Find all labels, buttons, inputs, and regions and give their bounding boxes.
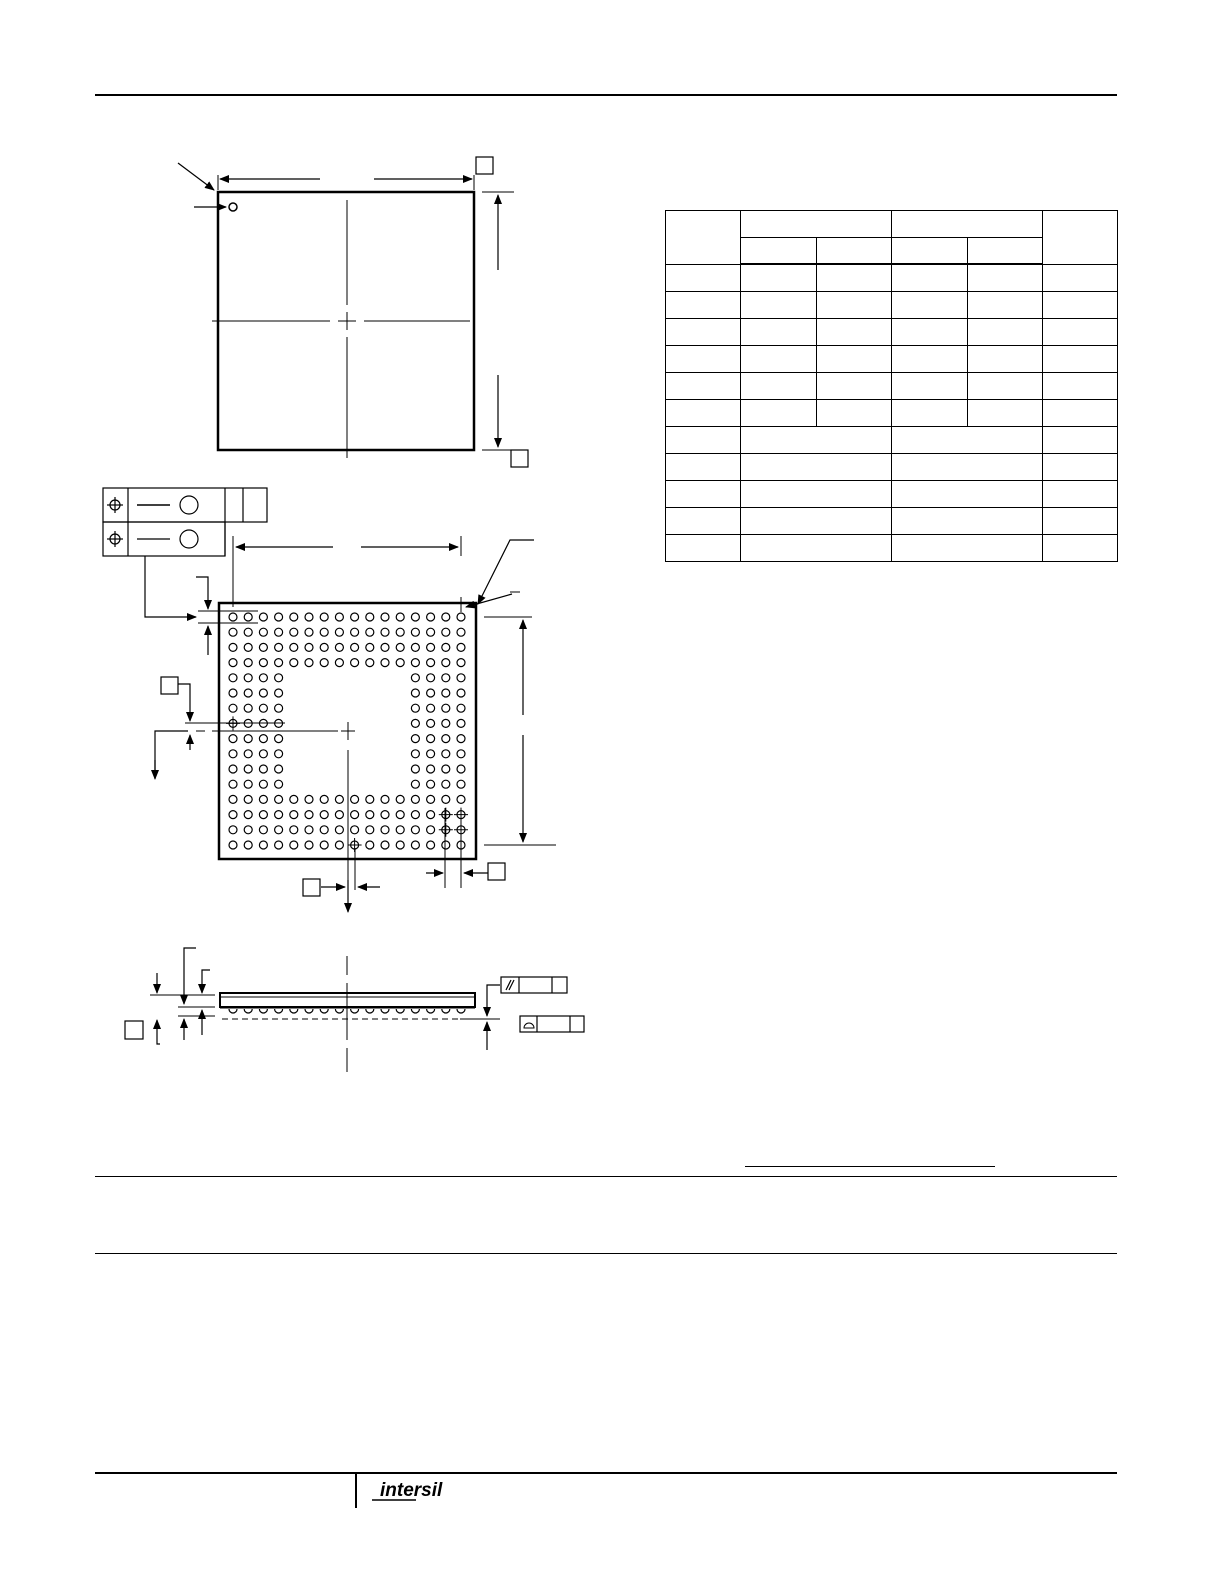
solder-ball [442, 735, 450, 743]
solder-ball [229, 765, 237, 773]
solder-ball [427, 719, 435, 727]
solder-ball [305, 613, 313, 621]
solder-ball [442, 643, 450, 651]
solder-ball [335, 643, 343, 651]
tolerance-frame [103, 488, 267, 617]
solder-ball [411, 613, 419, 621]
table-row [666, 400, 1118, 427]
solder-ball [442, 841, 450, 849]
position-icon [107, 531, 123, 547]
solder-ball [244, 795, 252, 803]
solder-ball [427, 826, 435, 834]
solder-ball [335, 659, 343, 667]
solder-ball [457, 704, 465, 712]
solder-ball [427, 659, 435, 667]
solder-ball [351, 628, 359, 636]
solder-ball [381, 841, 389, 849]
solder-ball [244, 643, 252, 651]
solder-ball [427, 735, 435, 743]
solder-ball [229, 704, 237, 712]
solder-ball [335, 826, 343, 834]
solder-ball [411, 750, 419, 758]
solder-ball [259, 811, 267, 819]
solder-ball [244, 674, 252, 682]
solder-ball [411, 704, 419, 712]
solder-ball [427, 750, 435, 758]
solder-ball [351, 795, 359, 803]
solder-ball [259, 765, 267, 773]
solder-ball [442, 689, 450, 697]
table-row [666, 319, 1118, 346]
side-solder-ball [396, 1009, 404, 1013]
solder-ball [320, 659, 328, 667]
table-row [666, 508, 1118, 535]
solder-ball [396, 659, 404, 667]
solder-ball [411, 811, 419, 819]
solder-ball [244, 811, 252, 819]
side-solder-ball [442, 1009, 450, 1013]
datum-box [511, 450, 528, 467]
bottom-view [155, 536, 556, 912]
solder-ball [411, 719, 419, 727]
solder-ball [457, 795, 465, 803]
solder-ball [411, 765, 419, 773]
table-row [666, 454, 1118, 481]
table-row [666, 373, 1118, 400]
solder-ball [366, 613, 374, 621]
solder-ball [442, 704, 450, 712]
table-row [666, 427, 1118, 454]
solder-ball [396, 826, 404, 834]
solder-ball [396, 628, 404, 636]
solder-ball [275, 780, 283, 788]
side-solder-ball [457, 1009, 465, 1013]
solder-ball [259, 704, 267, 712]
solder-ball [320, 795, 328, 803]
solder-ball [305, 826, 313, 834]
solder-ball [427, 613, 435, 621]
solder-ball [229, 795, 237, 803]
solder-ball [229, 826, 237, 834]
solder-ball [396, 643, 404, 651]
solder-ball [229, 811, 237, 819]
solder-ball [244, 628, 252, 636]
solder-ball [275, 689, 283, 697]
solder-ball [259, 628, 267, 636]
solder-ball [366, 826, 374, 834]
solder-ball [275, 826, 283, 834]
table-row [666, 481, 1118, 508]
pin1-circle [229, 203, 237, 211]
table-header-cell [968, 238, 1043, 265]
datum-box [488, 863, 505, 880]
table-header-cell [1043, 211, 1118, 265]
side-solder-ball [381, 1009, 389, 1013]
solder-ball [275, 811, 283, 819]
side-solder-ball [259, 1009, 267, 1013]
solder-ball [457, 643, 465, 651]
solder-ball [275, 841, 283, 849]
solder-ball [259, 841, 267, 849]
side-solder-ball [244, 1009, 252, 1013]
solder-ball [366, 643, 374, 651]
solder-ball [366, 628, 374, 636]
profile-frame [520, 1016, 584, 1032]
table-row [666, 264, 1118, 292]
diameter-circle [180, 530, 198, 548]
solder-ball [320, 811, 328, 819]
solder-ball [290, 811, 298, 819]
solder-ball [366, 659, 374, 667]
solder-ball [320, 628, 328, 636]
solder-ball [442, 613, 450, 621]
solder-ball [351, 643, 359, 651]
solder-ball [275, 674, 283, 682]
solder-ball [305, 811, 313, 819]
solder-ball [244, 841, 252, 849]
solder-ball [411, 780, 419, 788]
profile-icon [524, 1023, 534, 1028]
solder-ball [229, 780, 237, 788]
solder-ball [457, 719, 465, 727]
solder-ball [259, 750, 267, 758]
solder-ball [351, 811, 359, 819]
solder-ball [305, 795, 313, 803]
table-row [666, 346, 1118, 373]
solder-ball [290, 613, 298, 621]
solder-ball [244, 780, 252, 788]
solder-ball [427, 765, 435, 773]
table-header-cell [741, 238, 817, 265]
solder-ball [244, 826, 252, 834]
solder-ball [411, 826, 419, 834]
solder-ball [411, 643, 419, 651]
solder-ball [229, 643, 237, 651]
solder-ball [305, 841, 313, 849]
solder-ball [396, 795, 404, 803]
solder-ball [229, 689, 237, 697]
solder-ball [275, 795, 283, 803]
side-solder-ball [290, 1009, 298, 1013]
side-view [125, 948, 584, 1072]
solder-ball [259, 643, 267, 651]
solder-ball [457, 780, 465, 788]
solder-ball [411, 841, 419, 849]
solder-ball [290, 628, 298, 636]
solder-ball [411, 795, 419, 803]
solder-ball [442, 674, 450, 682]
solder-ball [457, 628, 465, 636]
solder-ball [244, 659, 252, 667]
ball-crosshair [439, 823, 453, 837]
solder-ball [244, 689, 252, 697]
solder-ball [396, 811, 404, 819]
solder-ball [259, 674, 267, 682]
solder-ball [259, 780, 267, 788]
solder-ball [259, 659, 267, 667]
solder-ball [335, 628, 343, 636]
note-underline [745, 1166, 995, 1167]
solder-ball [320, 643, 328, 651]
solder-ball [229, 613, 237, 621]
solder-ball [411, 674, 419, 682]
solder-ball [335, 613, 343, 621]
side-solder-ball [229, 1009, 237, 1013]
solder-ball [351, 826, 359, 834]
solder-ball [290, 795, 298, 803]
side-solder-ball [335, 1009, 343, 1013]
notes-rule-bottom [95, 1253, 1117, 1254]
solder-ball [351, 659, 359, 667]
side-solder-ball [320, 1009, 328, 1013]
side-solder-ball [411, 1009, 419, 1013]
parallelism-icon [506, 980, 514, 990]
solder-ball [411, 628, 419, 636]
solder-ball [427, 811, 435, 819]
solder-ball [381, 613, 389, 621]
solder-ball [335, 811, 343, 819]
ball-crosshair [439, 808, 453, 822]
solder-ball [244, 735, 252, 743]
solder-ball [396, 841, 404, 849]
solder-ball [244, 765, 252, 773]
solder-ball [366, 841, 374, 849]
solder-ball [366, 811, 374, 819]
table-header-cell [817, 238, 892, 265]
footer-rule [95, 1472, 1117, 1474]
solder-ball [275, 750, 283, 758]
solder-ball [229, 735, 237, 743]
datum-box [303, 879, 320, 896]
solder-ball [259, 735, 267, 743]
solder-ball [427, 643, 435, 651]
solder-ball [275, 643, 283, 651]
solder-ball [427, 674, 435, 682]
notes-rule-top [95, 1176, 1117, 1177]
datum-box [125, 1021, 143, 1039]
solder-ball [381, 811, 389, 819]
datum-box [476, 157, 493, 174]
solder-ball [275, 704, 283, 712]
solder-ball [244, 704, 252, 712]
solder-ball [381, 659, 389, 667]
solder-ball [396, 613, 404, 621]
solder-ball [381, 643, 389, 651]
solder-ball [244, 750, 252, 758]
solder-ball [427, 689, 435, 697]
solder-ball [442, 628, 450, 636]
solder-ball [275, 765, 283, 773]
diameter-circle [180, 496, 198, 514]
solder-ball [290, 659, 298, 667]
side-solder-ball [366, 1009, 374, 1013]
solder-ball [457, 750, 465, 758]
solder-ball [366, 795, 374, 803]
solder-ball [275, 613, 283, 621]
svg-text:intersil: intersil [380, 1480, 443, 1501]
side-solder-ball [275, 1009, 283, 1013]
solder-ball [457, 735, 465, 743]
solder-ball [305, 659, 313, 667]
solder-ball [259, 826, 267, 834]
solder-ball [229, 750, 237, 758]
solder-ball [244, 613, 252, 621]
solder-ball [442, 780, 450, 788]
table-header-cell [741, 211, 892, 238]
solder-ball [320, 826, 328, 834]
side-solder-ball [351, 1009, 359, 1013]
solder-ball [229, 841, 237, 849]
solder-ball [442, 765, 450, 773]
solder-ball [229, 659, 237, 667]
solder-ball [290, 841, 298, 849]
solder-ball [411, 735, 419, 743]
solder-ball [381, 795, 389, 803]
solder-ball [411, 659, 419, 667]
solder-ball [427, 841, 435, 849]
solder-ball [305, 628, 313, 636]
solder-ball [442, 659, 450, 667]
table-row [666, 292, 1118, 319]
solder-ball [427, 795, 435, 803]
table-header-cell [666, 211, 741, 265]
solder-ball [335, 841, 343, 849]
solder-ball [290, 643, 298, 651]
datum-box [161, 677, 178, 694]
solder-ball [229, 674, 237, 682]
solder-ball [457, 765, 465, 773]
solder-ball [275, 628, 283, 636]
solder-ball [335, 795, 343, 803]
solder-ball [381, 628, 389, 636]
solder-ball [442, 750, 450, 758]
solder-ball [457, 659, 465, 667]
solder-ball [320, 841, 328, 849]
table-header-cell [892, 211, 1043, 238]
side-solder-ball [427, 1009, 435, 1013]
solder-ball [259, 795, 267, 803]
solder-ball [457, 613, 465, 621]
dimension-table [665, 210, 1118, 562]
top-view [178, 157, 528, 467]
solder-ball [229, 628, 237, 636]
solder-ball [442, 719, 450, 727]
ball-grid [226, 613, 468, 852]
side-solder-ball [305, 1009, 313, 1013]
solder-ball [427, 704, 435, 712]
solder-ball [457, 674, 465, 682]
solder-ball [275, 659, 283, 667]
solder-ball [427, 628, 435, 636]
intersil-logo [372, 1478, 472, 1506]
position-icon [107, 497, 123, 513]
solder-ball [305, 643, 313, 651]
solder-ball [351, 613, 359, 621]
solder-ball [442, 795, 450, 803]
solder-ball [320, 613, 328, 621]
table-header-cell [892, 238, 968, 265]
solder-ball [427, 780, 435, 788]
solder-ball [259, 689, 267, 697]
footer-divider [355, 1474, 357, 1508]
solder-ball [381, 826, 389, 834]
solder-ball [290, 826, 298, 834]
solder-ball [457, 689, 465, 697]
solder-ball [275, 735, 283, 743]
table-row [666, 535, 1118, 562]
solder-ball [411, 689, 419, 697]
solder-ball [259, 613, 267, 621]
